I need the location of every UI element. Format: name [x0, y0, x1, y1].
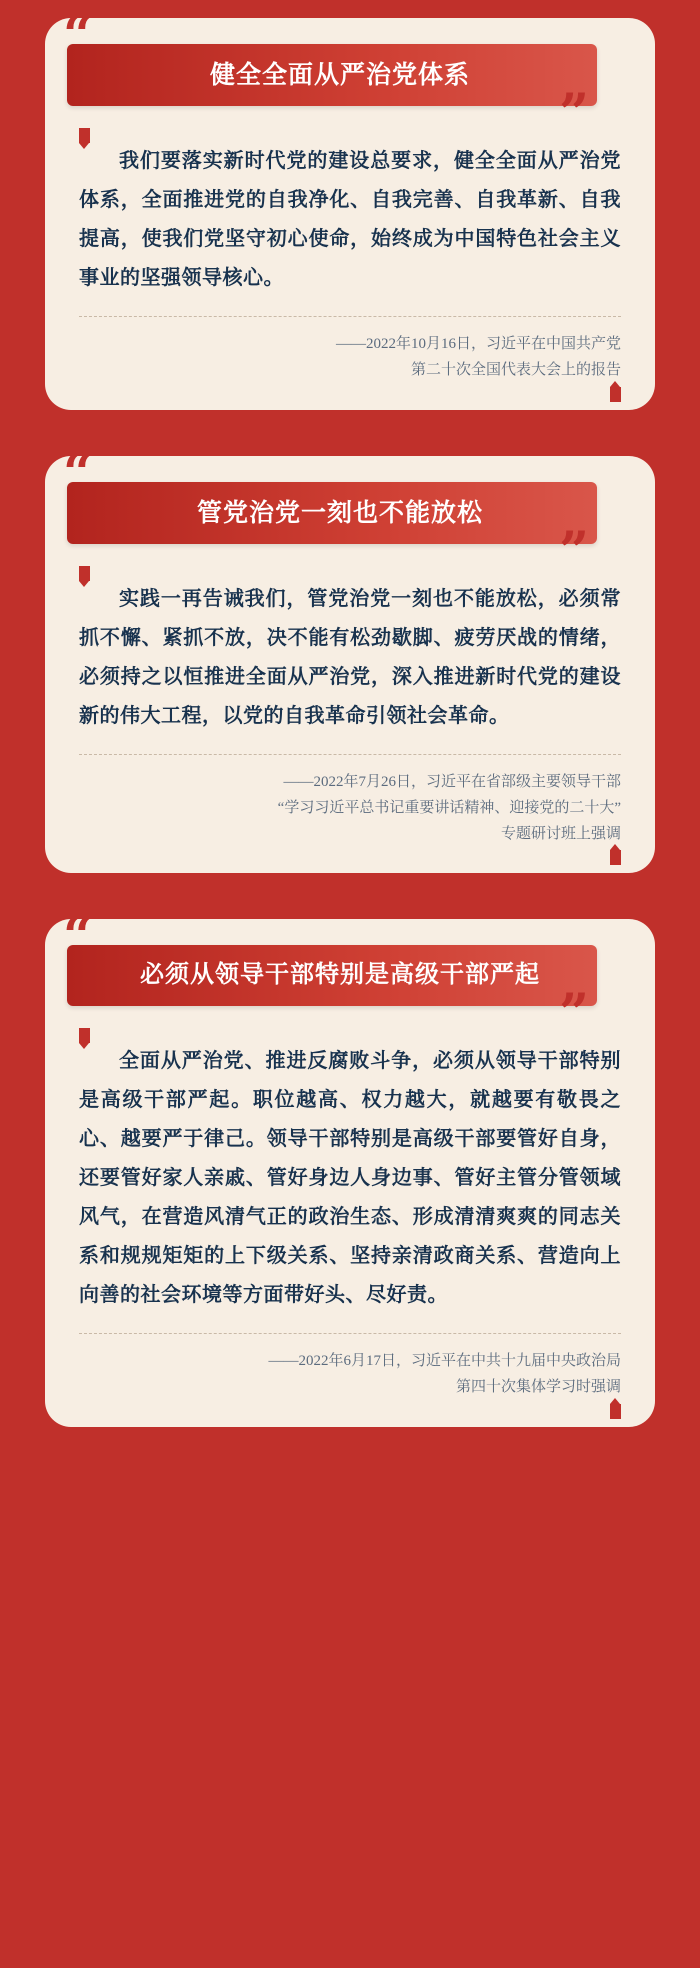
corner-tick-icon	[610, 1404, 621, 1419]
quote-open-icon: “	[63, 5, 89, 66]
page-title: 必须从领导干部特别是高级干部严起	[140, 961, 540, 989]
quote-source	[79, 331, 621, 384]
quote-card	[45, 442, 655, 874]
quote-card	[45, 906, 655, 1426]
source-line: ——2022年7月26日，习近平在省部级主要领导干部	[283, 773, 621, 790]
corner-tick-icon	[610, 387, 621, 402]
corner-tick-icon	[79, 128, 90, 143]
card-body-wrap	[79, 580, 621, 848]
source-line: “学习习近平总书记重要讲话精神、迎接党的二十大”	[277, 799, 621, 816]
card-title-banner	[67, 44, 597, 144]
quote-open-icon: “	[63, 906, 89, 968]
divider	[79, 1333, 621, 1334]
card-body-wrap	[79, 142, 621, 384]
corner-tick-icon	[79, 566, 90, 581]
quote-source	[79, 769, 621, 848]
quote-source	[79, 1348, 621, 1401]
source-line: ——2022年6月17日，习近平在中共十九届中央政治局	[268, 1353, 621, 1370]
quote-card	[45, 5, 655, 410]
corner-tick-icon	[610, 850, 621, 865]
quote-close-icon: ”	[559, 983, 585, 1045]
quote-body: 实践一再告诫我们，管党治党一刻也不能放松，必须常抓不懈、紧抓不放，决不能有松劲歇脚、疲劳厌战的情绪，必须持之以恒推进全面从严治党，深入推进新时代党的建设新的伟大工程，以党的自我革命引领社会革命。	[79, 587, 621, 727]
card-title-banner	[67, 945, 597, 1045]
card-title-banner	[67, 482, 597, 582]
quote-close-icon: ”	[559, 520, 585, 582]
quote-open-icon: “	[63, 442, 89, 504]
page-title: 健全全面从严治党体系	[209, 61, 470, 89]
source-line: ——2022年10月16日，习近平在中国共产党	[335, 336, 621, 352]
page-title: 管党治党一刻也不能放松	[196, 498, 483, 527]
quote-close-icon: ”	[559, 83, 585, 144]
source-line: 专题研讨班上强调	[500, 826, 621, 842]
card-body-wrap	[79, 1042, 621, 1401]
quote-body: 全面从严治党、推进反腐败斗争，必须从领导干部特别是高级干部严起。职位越高、权力越大，就越要有敬畏之心、越要严于律己。领导干部特别是高级干部要管好自身，还要管好家人亲戚、管好身边人身边事、管好主管分管领域风气，在营造风清气正的政治生态、形成清清爽爽的同志关系和规规矩矩的上下级关系、坚持亲清政商关系、营造向上向善的社会环境等方面带好头、尽好责。	[79, 1050, 621, 1307]
divider	[79, 754, 621, 755]
quote-body: 我们要落实新时代党的建设总要求，健全全面从严治党体系，全面推进党的自我净化、自我完善、自我革新、自我提高，使我们党坚守初心使命，始终成为中国特色社会主义事业的坚强领导核心。	[79, 150, 621, 289]
corner-tick-icon	[79, 1028, 90, 1043]
divider	[79, 316, 621, 317]
source-line: 第二十次全国代表大会上的报告	[410, 362, 621, 379]
source-line: 第四十次集体学习时强调	[455, 1379, 621, 1396]
